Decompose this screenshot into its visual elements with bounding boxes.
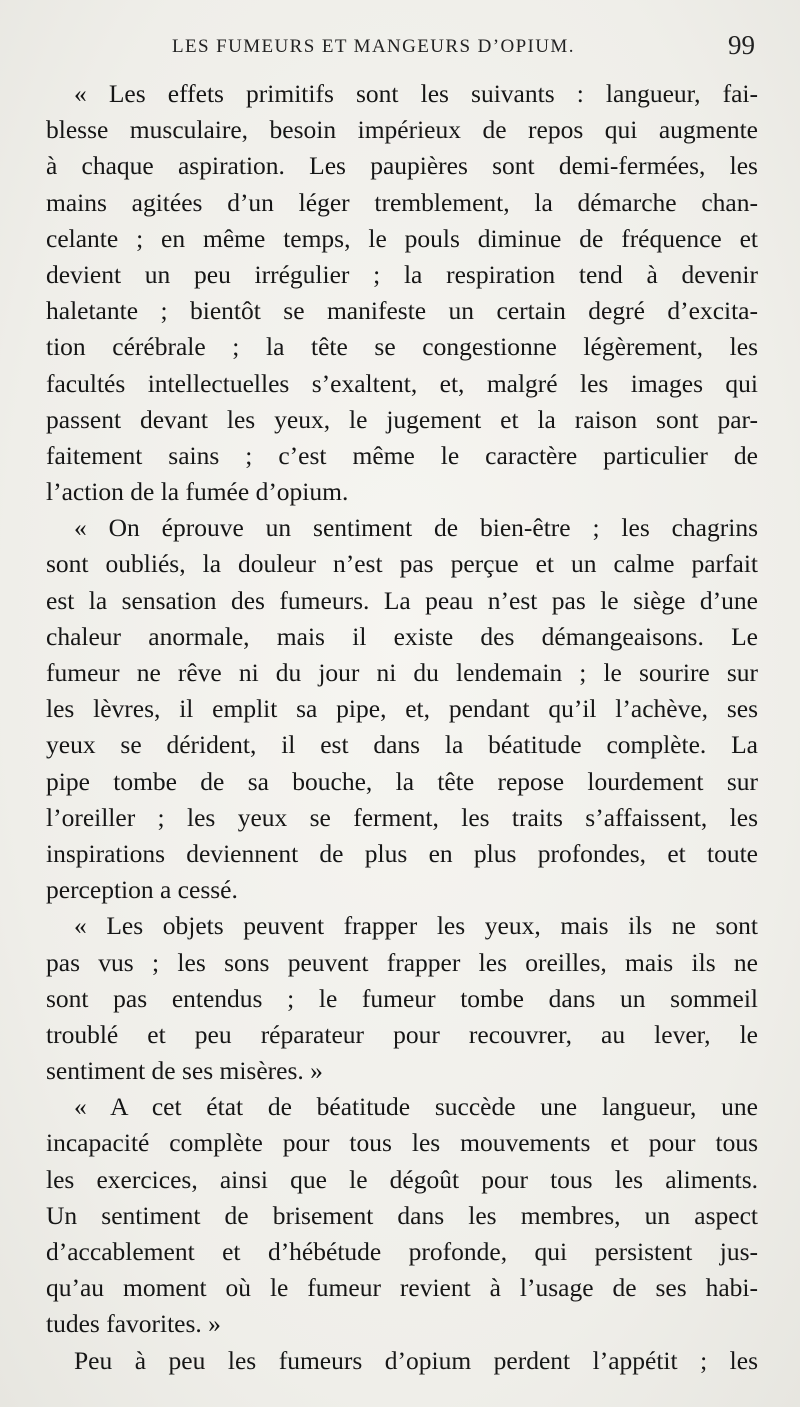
- text-line: sentiment de ses misères. »: [46, 1056, 323, 1086]
- text-line: Un sentiment de brisement dans les membres, un aspect: [46, 1200, 758, 1230]
- page-number: 99: [728, 30, 755, 60]
- text-line: « On éprouve un sentiment de bien-être ; les chagrins: [74, 513, 758, 543]
- text-line: passent devant les yeux, le jugement et la raison sont par-: [46, 404, 758, 434]
- text-line: qu’au moment où le fumeur revient à l’usage de ses habi-: [46, 1273, 758, 1303]
- text-line: les lèvres, il emplit sa pipe, et, pendant qu’il l’achève, ses: [46, 694, 758, 724]
- text-line: pipe tombe de sa bouche, la tête repose lourdement sur: [46, 766, 758, 796]
- text-line: à chaque aspiration. Les paupières sont demi-fermées, les: [46, 151, 758, 181]
- text-line: faitement sains ; c’est même le caractère particulier de: [46, 440, 758, 470]
- text-line: yeux se dérident, il est dans la béatitude complète. La: [46, 730, 758, 760]
- text-line: Peu à peu les fumeurs d’opium perdent l’appétit ; les: [74, 1345, 758, 1375]
- text-line: fumeur ne rêve ni du jour ni du lendemain ; le sourire sur: [46, 658, 758, 687]
- text-line: tudes favorites. »: [46, 1309, 221, 1339]
- text-line: sont oubliés, la douleur n’est pas perçue et un calme parfait: [46, 549, 758, 579]
- text-line: « Les objets peuvent frapper les yeux, mais ils ne sont: [74, 911, 758, 941]
- text-line: pas vus ; les sons peuvent frapper les oreilles, mais ils ne: [46, 947, 758, 977]
- body-text: [46, 76, 758, 1379]
- text-line: tion cérébrale ; la tête se congestionne légèrement, les: [46, 332, 758, 362]
- text-line: mains agitées d’un léger tremblement, la démarche chan-: [46, 187, 758, 217]
- text-line: chaleur anormale, mais il existe des démangeaisons. Le: [46, 621, 758, 651]
- running-title: LES FUMEURS ET MANGEURS D’OPIUM.: [172, 36, 575, 57]
- running-head: [0, 30, 800, 70]
- text-line: sont pas entendus ; le fumeur tombe dans un sommeil: [46, 983, 758, 1013]
- text-line: blesse musculaire, besoin impérieux de repos qui augmente: [46, 115, 758, 145]
- text-line: les exercices, ainsi que le dégoût pour tous les aliments.: [46, 1164, 758, 1194]
- text-line: troublé et peu réparateur pour recouvrer, au lever, le: [46, 1019, 758, 1049]
- text-line: « Les effets primitifs sont les suivants : langueur, fai-: [74, 79, 758, 108]
- text-line: l’oreiller ; les yeux se ferment, les traits s’affaissent, les: [46, 802, 758, 832]
- text-line: d’accablement et d’hébétude profonde, qui persistent jus-: [46, 1237, 758, 1266]
- text-line: facultés intellectuelles s’exaltent, et, malgré les images qui: [46, 368, 758, 398]
- text-line: inspirations deviennent de plus en plus profondes, et toute: [46, 838, 758, 868]
- text-line: l’action de la fumée d’opium.: [46, 477, 349, 507]
- text-line: est la sensation des fumeurs. La peau n’est pas le siège d’une: [46, 585, 758, 615]
- text-line: devient un peu irrégulier ; la respiration tend à devenir: [46, 259, 758, 289]
- text-line: « A cet état de béatitude succède une langueur, une: [74, 1092, 758, 1122]
- text-line: haletante ; bientôt se manifeste un certain degré d’excita-: [46, 296, 758, 326]
- text-line: incapacité complète pour tous les mouvements et pour tous: [46, 1128, 758, 1158]
- text-line: celante ; en même temps, le pouls diminue de fréquence et: [46, 223, 758, 253]
- text-line: perception a cessé.: [46, 875, 238, 905]
